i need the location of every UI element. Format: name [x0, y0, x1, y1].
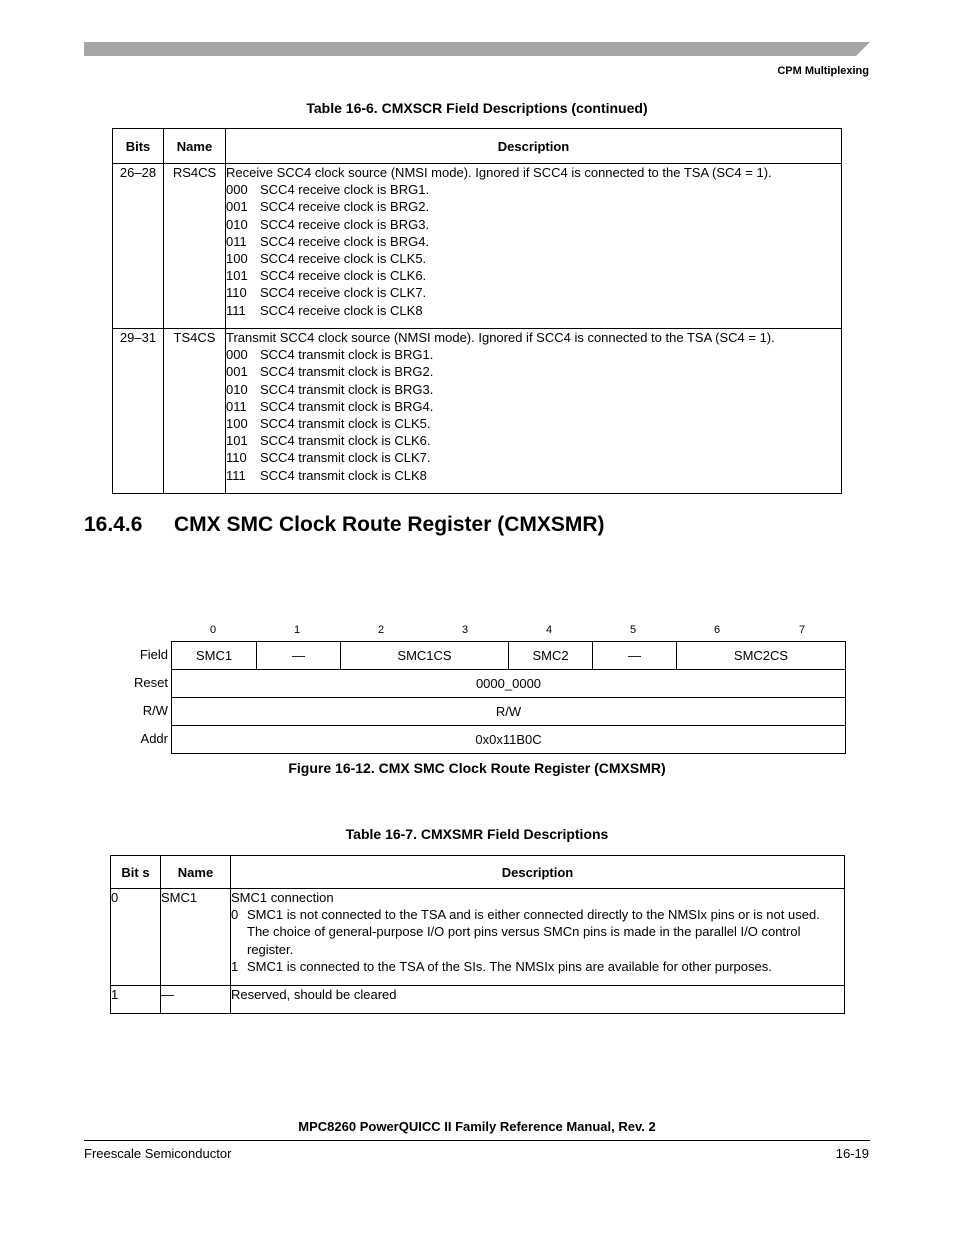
bits-cell: 0 — [111, 889, 161, 986]
bits-cell: 26–28 — [113, 164, 164, 329]
bit-number: 2 — [377, 624, 385, 636]
section-title: CMX SMC Clock Route Register (CMXSMR) — [174, 513, 605, 536]
header-name: Name — [161, 856, 231, 889]
bit-number: 6 — [713, 624, 721, 636]
table-row — [111, 986, 845, 1014]
table-row — [113, 164, 842, 329]
table-16-6-caption: Table 16-6. CMXSCR Field Descriptions (continued) — [306, 100, 648, 116]
bit-number: 4 — [545, 624, 553, 636]
field-smc2cs: SMC2CS — [676, 641, 846, 670]
footer-divider — [84, 1140, 870, 1141]
description-cell — [226, 329, 842, 494]
header-description: Description — [231, 856, 845, 889]
field-smc1: SMC1 — [171, 641, 257, 670]
addr-value: 0x0x11B0C — [171, 725, 846, 754]
field-smc1cs: SMC1CS — [340, 641, 509, 670]
bit-number: 3 — [461, 624, 469, 636]
option-line: 011 SCC4 receive clock is BRG4. — [226, 233, 430, 249]
name-cell: RS4CS — [164, 164, 226, 329]
option-line: 010 SCC4 transmit clock is BRG3. — [226, 381, 434, 397]
footer-company: Freescale Semiconductor — [84, 1146, 232, 1161]
option-line: 110 SCC4 transmit clock is CLK7. — [226, 450, 431, 466]
section-number: 16.4.6 — [84, 513, 143, 536]
option-line: 100 SCC4 receive clock is CLK5. — [226, 251, 427, 267]
row-label-addr: Addr — [140, 731, 168, 746]
option-line: 000 SCC4 receive clock is BRG1. — [226, 182, 430, 198]
field-reserved: — — [256, 641, 341, 670]
header-name: Name — [164, 129, 226, 164]
rw-value: R/W — [171, 697, 846, 726]
option-line: 000 SCC4 transmit clock is BRG1. — [226, 347, 434, 363]
bit-number: 5 — [629, 624, 637, 636]
table-row — [111, 889, 845, 986]
table-16-7 — [110, 855, 845, 1014]
reset-value: 0000_0000 — [171, 669, 846, 698]
name-cell: — — [161, 986, 231, 1014]
option-line: 011 SCC4 transmit clock is BRG4. — [226, 398, 434, 414]
header-bits: Bits — [113, 129, 164, 164]
figure-16-12-caption: Figure 16-12. CMX SMC Clock Route Register (CMXSMR) — [288, 760, 666, 776]
row-label-reset: Reset — [134, 675, 168, 690]
option-line: 111 SCC4 transmit clock is CLK8 — [226, 467, 427, 483]
header-bits: Bit s — [111, 856, 161, 889]
table-header-row — [113, 129, 842, 164]
page-number: 16-19 — [835, 1146, 869, 1161]
name-cell: SMC1 — [161, 889, 231, 986]
table-16-7-caption: Table 16-7. CMXSMR Field Descriptions — [345, 826, 609, 842]
option-line: 0 SMC1 is not connected to the TSA and is either connected directly to the NMSIx pins or is not used. The choice of general-purpose I/O port pins versus SMCn pins is made in the parallel I/O control register. — [231, 907, 820, 957]
option-line: 001 SCC4 transmit clock is BRG2. — [226, 364, 434, 380]
option-line: 100 SCC4 transmit clock is CLK5. — [226, 416, 431, 432]
option-line: 010 SCC4 receive clock is BRG3. — [226, 216, 430, 232]
bit-number: 7 — [798, 624, 806, 636]
option-line: 1 SMC1 is connected to the TSA of the SIs. The NMSIx pins are available for other purposes. — [231, 958, 772, 974]
description-cell: Reserved, should be cleared — [231, 986, 845, 1014]
footer-title: MPC8260 PowerQUICC II Family Reference Manual, Rev. 2 — [298, 1119, 656, 1134]
table-16-6 — [112, 128, 842, 494]
row-label-field: Field — [139, 647, 168, 662]
header-bar — [84, 42, 870, 56]
section-header: CPM Multiplexing — [777, 65, 869, 77]
name-cell: TS4CS — [164, 329, 226, 494]
table-header-row — [111, 856, 845, 889]
section-heading — [84, 513, 605, 537]
option-line: 101 SCC4 receive clock is CLK6. — [226, 268, 427, 284]
bit-number: 0 — [209, 624, 217, 636]
bit-number: 1 — [293, 624, 301, 636]
bits-cell: 1 — [111, 986, 161, 1014]
table-row — [113, 329, 842, 494]
description-intro: SMC1 connection — [231, 890, 334, 905]
header-description: Description — [226, 129, 842, 164]
description-cell — [231, 889, 845, 986]
description-intro: Transmit SCC4 clock source (NMSI mode). Ignored if SCC4 is connected to the TSA (SC4 = 1). — [226, 330, 775, 345]
option-line: 111 SCC4 receive clock is CLK8 — [226, 302, 423, 318]
option-line: 101 SCC4 transmit clock is CLK6. — [226, 433, 431, 449]
option-line: 001 SCC4 receive clock is BRG2. — [226, 199, 430, 215]
bits-cell: 29–31 — [113, 329, 164, 494]
field-smc2: SMC2 — [508, 641, 593, 670]
option-line: 110 SCC4 receive clock is CLK7. — [226, 285, 427, 301]
description-cell — [226, 164, 842, 329]
description-intro: Receive SCC4 clock source (NMSI mode). Ignored if SCC4 is connected to the TSA (SC4 = 1). — [226, 165, 772, 180]
row-label-rw: R/W — [142, 703, 168, 718]
field-reserved: — — [592, 641, 677, 670]
